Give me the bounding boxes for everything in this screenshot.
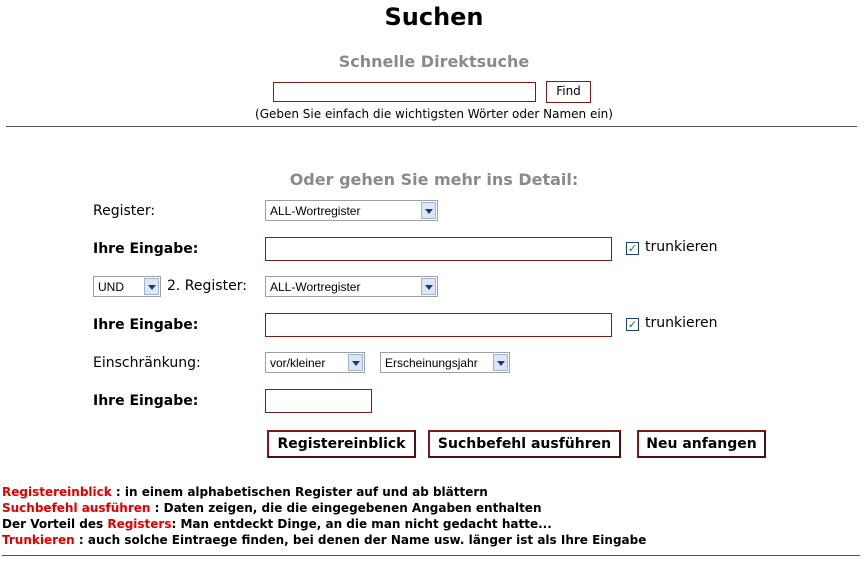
chevron-down-icon bbox=[421, 202, 436, 219]
input2-label: Ihre Eingabe: bbox=[93, 317, 199, 333]
input1-label: Ihre Eingabe: bbox=[93, 241, 199, 257]
find-button[interactable]: Find bbox=[546, 81, 591, 103]
register-select-value: ALL-Wortregister bbox=[270, 204, 361, 218]
legend-text: : Daten zeigen, die die eingegebenen Angaben enthalten bbox=[150, 501, 542, 515]
truncate-checkbox-2[interactable] bbox=[626, 318, 639, 331]
legend-text: : in einem alphabetischen Register auf und ab blättern bbox=[111, 485, 488, 499]
register2-select[interactable] bbox=[265, 276, 438, 297]
legend-term: Registereinblick bbox=[2, 485, 112, 499]
restriction-label: Einschränkung: bbox=[93, 355, 201, 371]
truncate-label-2: trunkieren bbox=[645, 315, 718, 331]
input3-label: Ihre Eingabe: bbox=[93, 393, 199, 409]
chevron-down-icon bbox=[493, 354, 508, 371]
checkmark-icon: ✓ bbox=[627, 318, 638, 331]
register2-select-value: ALL-Wortregister bbox=[270, 280, 361, 294]
detail-search-heading: Oder gehen Sie mehr ins Detail: bbox=[289, 170, 579, 189]
chevron-down-icon bbox=[348, 354, 363, 371]
legend-line-2 bbox=[2, 501, 541, 515]
legend-term: Registers bbox=[107, 517, 172, 531]
search-term-input-1[interactable] bbox=[265, 237, 612, 261]
quick-search-input[interactable] bbox=[273, 82, 536, 102]
legend-text: : auch solche Eintraege finden, bei denen der Name usw. länger ist als Ihre Eingabe bbox=[74, 533, 647, 547]
operator-select-value: UND bbox=[98, 280, 124, 294]
register2-label: 2. Register: bbox=[167, 278, 247, 294]
restriction-field-select[interactable] bbox=[380, 352, 510, 373]
divider-bottom bbox=[2, 555, 860, 556]
chevron-down-icon bbox=[144, 278, 159, 295]
restriction-field-value: Erscheinungsjahr bbox=[385, 356, 478, 370]
legend-term: Suchbefehl ausführen bbox=[2, 501, 151, 515]
restart-button[interactable]: Neu anfangen bbox=[637, 430, 766, 458]
restriction-operator-select[interactable] bbox=[265, 352, 365, 373]
quick-search-hint: (Geben Sie einfach die wichtigsten Wörter oder Namen ein) bbox=[255, 107, 613, 121]
legend-text: : Man entdeckt Dinge, an die man nicht gedacht hatte... bbox=[171, 517, 552, 531]
quick-search-heading: Schnelle Direktsuche bbox=[338, 52, 530, 71]
legend-term: Trunkieren bbox=[2, 533, 75, 547]
truncate-label-1: trunkieren bbox=[645, 239, 718, 255]
register-label: Register: bbox=[93, 203, 156, 219]
page-title: Suchen bbox=[384, 3, 484, 31]
restriction-operator-value: vor/kleiner bbox=[270, 356, 326, 370]
operator-select[interactable] bbox=[93, 276, 161, 297]
legend-prefix: Der Vorteil des bbox=[2, 517, 108, 531]
register-select[interactable] bbox=[265, 200, 438, 221]
register-view-button[interactable]: Registereinblick bbox=[267, 430, 416, 458]
legend-line-4 bbox=[2, 533, 646, 547]
execute-search-button[interactable]: Suchbefehl ausführen bbox=[428, 430, 621, 458]
chevron-down-icon bbox=[421, 278, 436, 295]
truncate-checkbox-1[interactable] bbox=[626, 242, 639, 255]
search-term-input-3[interactable] bbox=[265, 389, 372, 413]
legend-line-3 bbox=[2, 517, 552, 531]
search-term-input-2[interactable] bbox=[265, 313, 612, 337]
divider-top bbox=[6, 126, 857, 127]
legend-line-1 bbox=[2, 485, 488, 499]
checkmark-icon: ✓ bbox=[627, 242, 638, 255]
